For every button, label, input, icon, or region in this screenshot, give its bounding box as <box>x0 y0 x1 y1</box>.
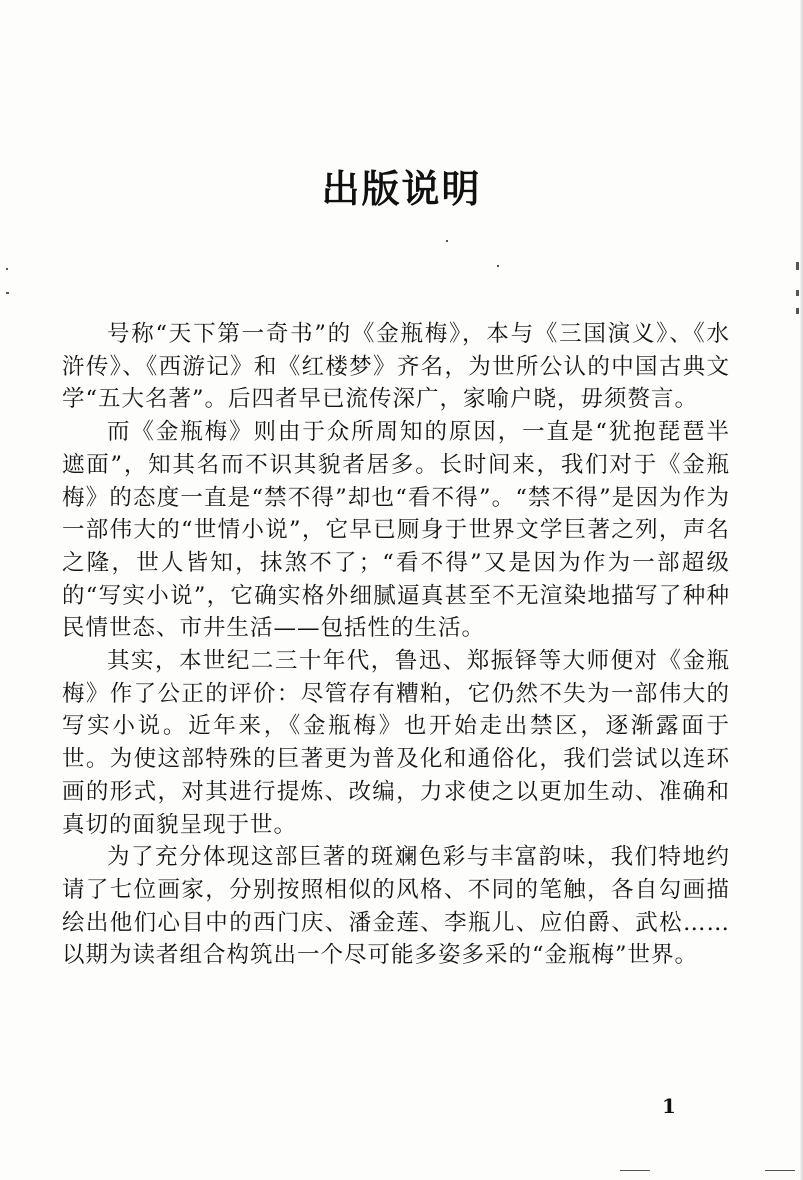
scan-speck <box>497 265 499 267</box>
scan-speck <box>6 292 9 294</box>
page-title: 出版说明 <box>321 166 482 211</box>
scan-speck <box>796 308 799 314</box>
scan-speck <box>620 1170 650 1171</box>
paragraph: 号称“天下第一奇书”的《金瓶梅》，本与《三国演义》、《水浒传》、《西游记》和《红楼梦》齐名，为世所公认的中国古典文学“五大名著”。后四者早已流传深广，家喻户晓，毋须赘言。 <box>62 321 730 413</box>
scan-speck <box>6 268 8 270</box>
paragraph: 为了充分体现这部巨著的斑斓色彩与丰富韵味，我们特地约请了七位画家，分别按照相似的风格、不同的笔触，各自勾画描绘出他们心目中的西门庆、潘金莲、李瓶儿、应伯爵、武松……以期为读者组合构筑出一个尽可能多姿多采的“金瓶梅”世界。 <box>62 844 730 969</box>
page-number: 1 <box>662 1094 676 1118</box>
scan-speck <box>796 290 799 296</box>
scan-speck <box>796 262 799 270</box>
scan-speck <box>765 1170 795 1171</box>
scan-speck <box>446 240 448 242</box>
body-text <box>62 318 730 972</box>
paragraph: 其实，本世纪二三十年代，鲁迅、郑振铎等大师便对《金瓶梅》作了公正的评价：尽管存有糟粕，它仍然不失为一部伟大的写实小说。近年来，《金瓶梅》也开始走出禁区，逐渐露面于世。为使这部特殊的巨著更为普及化和通俗化，我们尝试以连环画的形式，对其进行提炼、改编，力求使之以更加生动、准确和真切的面貌呈现于世。 <box>62 648 730 838</box>
paragraph: 而《金瓶梅》则由于众所周知的原因，一直是“犹抱琵琶半遮面”，知其名而不识其貌者居多。长时间来，我们对于《金瓶梅》的态度一直是“禁不得”却也“看不得”。“禁不得”是因为作为一部伟大的“世情小说”，它早已厕身于世界文学巨著之列，声名之隆，世人皆知，抹煞不了；“看不得”又是因为作为一部超级的“写实小说”，它确实格外细腻逼真甚至不无渲染地描写了种种民情世态、市井生活——包括性的生活。 <box>62 419 730 642</box>
